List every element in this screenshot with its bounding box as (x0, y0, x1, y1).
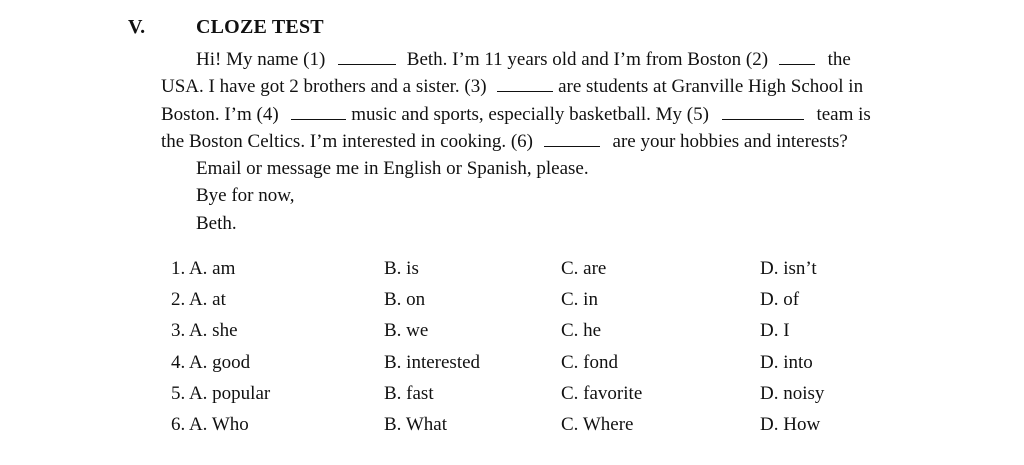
blank-5 (722, 101, 804, 120)
blank-4 (291, 101, 346, 120)
option-c: C. he (561, 320, 602, 342)
passage-line-2 (161, 73, 961, 100)
option-a-text: A. good (188, 351, 251, 373)
passage-line-3 (161, 101, 961, 128)
cloze-passage (161, 46, 961, 237)
option-b: B. is (384, 258, 419, 279)
option-b: B. we (384, 320, 429, 342)
option-b: B. fast (384, 382, 434, 404)
option-a-text: A. at (188, 289, 226, 311)
option-a (171, 414, 249, 436)
option-b: B. on (384, 289, 426, 311)
option-d: D. into (760, 351, 813, 373)
option-d: D. isn’t (760, 258, 817, 279)
option-a (171, 320, 238, 342)
passage-signature: Beth. (196, 212, 237, 234)
passage-line-1 (161, 46, 961, 73)
blank-6 (544, 128, 600, 147)
option-d: D. How (760, 413, 821, 435)
passage-text: the Boston Celtics. I’m interested in cooking. (6) (161, 130, 534, 152)
option-a-text: A. she (188, 320, 238, 342)
option-c: C. in (561, 289, 598, 311)
option-b: B. What (384, 413, 447, 435)
question-number: 3. (171, 320, 186, 342)
question-number: 6. (171, 413, 186, 435)
option-a-text: A. am (188, 258, 236, 279)
option-d: D. of (760, 289, 800, 311)
blank-1 (338, 46, 396, 65)
option-c: C. are (561, 258, 607, 279)
blank-2 (779, 46, 815, 65)
option-d: D. I (760, 320, 790, 342)
option-a-text: A. popular (188, 382, 271, 404)
passage-text: Hi! My name (1) (196, 49, 326, 70)
passage-text: Boston. I’m (4) (161, 103, 279, 125)
option-c: C. favorite (561, 382, 643, 404)
option-c: C. fond (561, 351, 618, 373)
section-number: V. (128, 16, 146, 38)
passage-text: Beth. I’m 11 years old and I’m from Boston (2) (406, 49, 769, 70)
section-title: CLOZE TEST (196, 16, 324, 38)
passage-line-4 (161, 128, 961, 155)
blank-3 (497, 73, 553, 92)
option-a (171, 289, 226, 311)
passage-text: the (827, 49, 851, 70)
option-d: D. noisy (760, 382, 825, 404)
option-b: B. interested (384, 351, 481, 373)
option-a-text: A. Who (188, 413, 249, 435)
passage-text: team is (816, 103, 871, 125)
question-number: 2. (171, 289, 186, 311)
option-a (171, 258, 235, 280)
option-c: C. Where (561, 413, 634, 435)
passage-text: music and sports, especially basketball. My (5) (351, 103, 709, 125)
question-number: 1. (171, 258, 186, 279)
passage-text: USA. I have got 2 brothers and a sister. (3) (161, 76, 487, 98)
option-a (171, 383, 270, 405)
passage-line-5: Email or message me in English or Spanish, please. (196, 158, 589, 180)
option-a (171, 352, 250, 374)
passage-text: are your hobbies and interests? (612, 130, 848, 152)
passage-text: are students at Granville High School in (558, 76, 864, 98)
passage-line-6: Bye for now, (196, 185, 295, 207)
question-number: 4. (171, 351, 186, 373)
question-number: 5. (171, 382, 186, 404)
